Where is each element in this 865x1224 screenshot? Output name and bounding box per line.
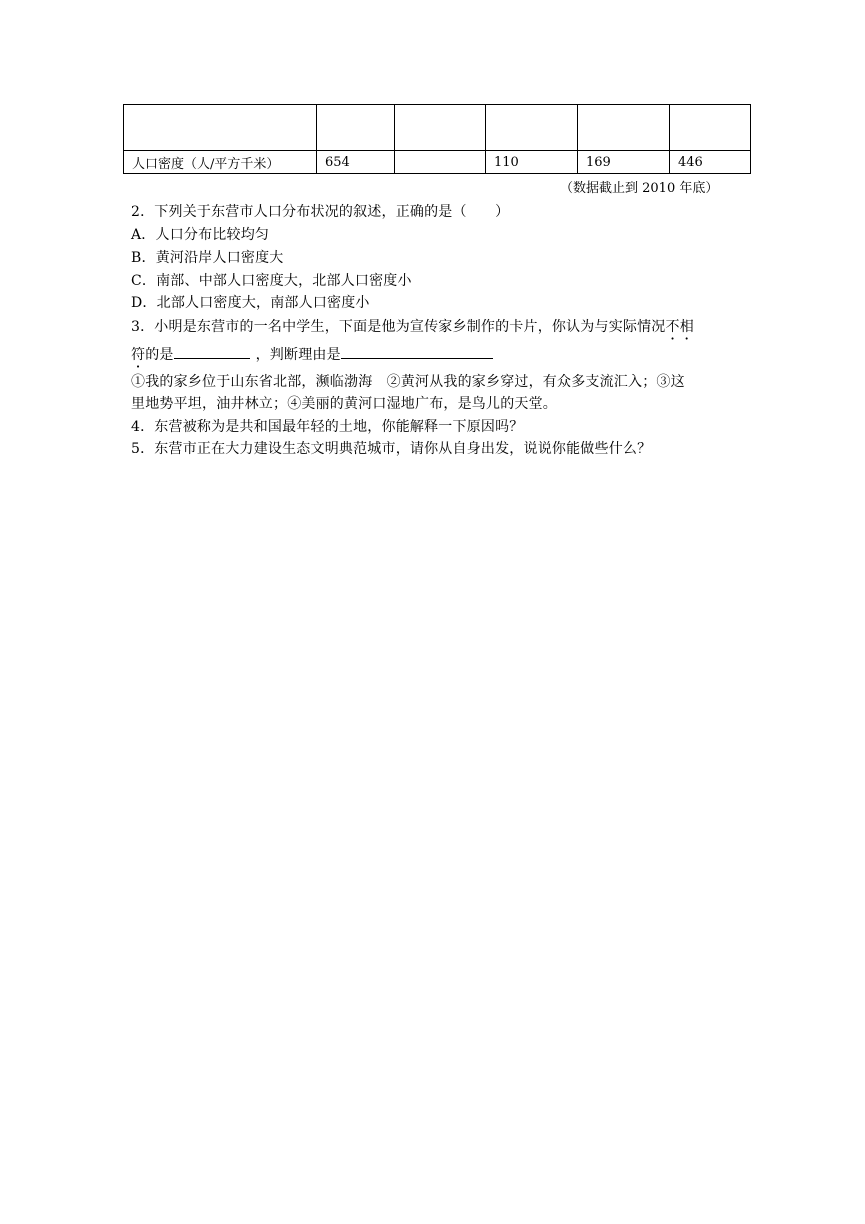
table-cell — [486, 105, 578, 151]
question-5: 5．东营市正在大力建设生态文明典范城市，请你从自身出发，说说你能做些什么？ — [131, 441, 652, 457]
table-cell — [670, 105, 751, 151]
emphasis-char: 符 — [131, 347, 146, 363]
question-3-stem — [131, 316, 694, 336]
table-cell — [124, 105, 317, 151]
emphasis-char: 相 — [679, 319, 694, 335]
table-cell: 446 — [670, 151, 751, 174]
option-a: A．人口分布比较均匀 — [131, 227, 270, 243]
reason-prefix: ，判断理由是 — [255, 347, 341, 363]
option-b: B．黄河沿岸人口密度大 — [131, 250, 284, 266]
question-3-text: 3．小明是东营市的一名中学生，下面是他为宣传家乡制作的卡片，你认为与实际情况 — [131, 319, 666, 335]
emphasis-char: 不 — [665, 319, 680, 335]
answer-blank[interactable] — [174, 344, 250, 359]
table-cell — [395, 151, 486, 174]
table-cell: 654 — [317, 151, 395, 174]
card-text-line-1: ①我的家乡位于山东省北部，濒临渤海 ②黄河从我的家乡穿过，有众多支流汇入；③这 — [131, 374, 685, 390]
answer-prefix: 的是 — [145, 347, 174, 363]
option-c: C．南部、中部人口密度大，北部人口密度小 — [131, 273, 412, 289]
reason-blank[interactable] — [341, 344, 493, 359]
data-note: （数据截止到 2010 年底） — [560, 181, 719, 196]
question-3-answer-line — [131, 344, 493, 364]
option-d: D．北部人口密度大，南部人口密度小 — [131, 295, 370, 311]
table-row-header — [124, 105, 751, 151]
card-text-line-2: 里地势平坦，油井林立；④美丽的黄河口湿地广布，是鸟儿的天堂。 — [131, 396, 557, 412]
population-density-table — [123, 104, 751, 174]
table-cell — [578, 105, 670, 151]
question-2-stem: 2．下列关于东营市人口分布状况的叙述，正确的是（ ） — [131, 204, 510, 220]
table-cell: 110 — [486, 151, 578, 174]
table-cell — [395, 105, 486, 151]
table-row-density — [124, 151, 751, 174]
question-4: 4．东营被称为是共和国最年轻的土地，你能解释一下原因吗？ — [131, 419, 524, 435]
row-label: 人口密度（人/平方千米） — [124, 151, 317, 174]
table-cell — [317, 105, 395, 151]
table-cell: 169 — [578, 151, 670, 174]
